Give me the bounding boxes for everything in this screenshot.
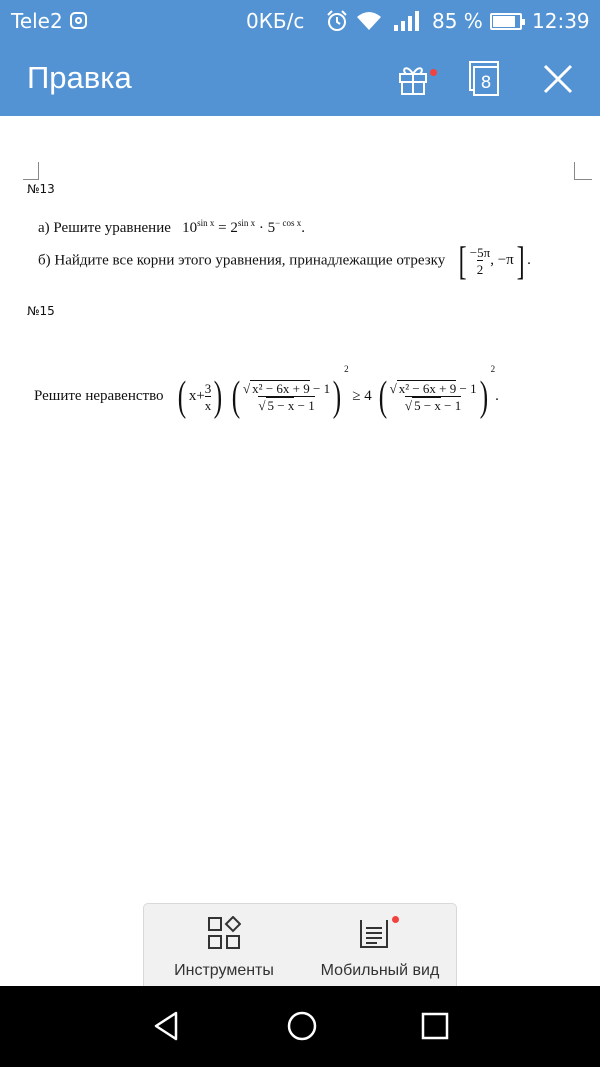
minus-one: − 1 [297,397,315,413]
navigation-bar [0,986,600,1067]
interval-end: , −π [490,252,514,269]
minus-one: − 1 [312,380,331,396]
paren-right: ) [214,373,223,420]
radicand: 5 − x [267,397,295,413]
eq-exponent: − cos x [275,218,302,228]
paren-right: ) [332,373,342,420]
notification-dot [392,916,399,923]
eq-term: 2 [230,220,238,236]
power: 2 [344,364,349,374]
carrier-label: Tele2 [11,9,63,33]
eq-term: 10 [182,220,198,236]
document-page[interactable] [0,116,600,906]
eq-exponent: sin x [237,218,256,228]
task15-text: Решите неравенство [34,388,164,405]
part-b-text: б) Найдите все корни этого уравнения, принадлежащие отрезку [38,252,446,269]
inequality-expression [167,364,499,420]
radical-fraction: $\frac{\text{√ x² − 6x + 9 − 1}}{√ 5 - x - 1}$ [243,380,331,413]
status-bar [0,0,600,43]
bracket-right: ] [516,238,525,283]
page-corner-mark [574,162,592,180]
fraction-numerator: −5π [469,245,491,260]
fraction-numerator: 3 [204,380,212,396]
part-b-interval [449,238,531,283]
radicand: x² − 6x + 9 [398,380,457,396]
app-bar [0,43,600,116]
bracket-left: [ [459,238,468,283]
task-number: №15 [27,304,55,318]
paren-left: ( [177,373,187,420]
eq-end: . [495,388,499,405]
tools-label: Инструменты [174,962,274,979]
radicand: x² − 6x + 9 [252,380,310,396]
pages-count: 8 [480,73,492,93]
eq-sign: = [218,220,227,236]
radicand: 5 − x [414,397,441,413]
gift-icon[interactable] [395,61,431,97]
eq-end: . [301,220,305,236]
bottom-tools-panel [143,903,457,989]
pages-icon[interactable] [467,61,503,97]
eq-end: . [527,252,531,269]
mobile-view-button[interactable] [299,904,449,990]
paren-left: ( [378,373,387,420]
mobile-view-label: Мобильный вид [320,962,440,979]
paren-left: ( [231,373,241,420]
tools-button[interactable] [149,904,299,990]
part-a-equation [175,220,305,236]
eq-term: 5 [267,220,276,236]
operator-plus: + [196,388,205,405]
paren-right: ) [479,373,488,420]
instagram-icon [70,12,87,29]
task13-part-b [38,238,531,283]
recent-apps-icon[interactable] [417,1008,453,1044]
signal-icon [394,11,420,31]
page-corner-mark [23,162,39,180]
notification-dot [430,69,437,76]
close-icon[interactable] [540,61,576,97]
task-number: №13 [27,182,55,196]
relation: ≥ 4 [352,388,372,405]
minus-one: − 1 [459,380,477,396]
power: 2 [490,364,496,374]
fraction-denominator: x [204,397,212,413]
minus-one: − 1 [444,397,462,413]
eq-exponent: sin x [197,218,215,228]
wifi-icon [356,10,382,32]
page-title: Правка [27,60,132,95]
task13-part-a [38,218,305,237]
back-icon[interactable] [150,1008,186,1044]
home-icon[interactable] [284,1008,320,1044]
eq-operator: · [258,220,264,236]
network-speed: 0КБ/с [246,9,305,33]
fraction-3-over-x [205,381,212,413]
part-a-text: а) Решите уравнение [38,220,171,236]
var-x: x [188,388,197,405]
battery-icon [490,13,522,30]
clock: 12:39 [532,9,590,33]
task15-inequality [34,364,499,421]
tools-icon [207,916,241,950]
fraction-denominator: 2 [476,262,484,277]
mobile-view-icon [357,916,391,950]
radical-fraction: $\frac{\text{√ x² − 6x + 9 − 1}}{√ 5 - x - 1}$ [389,380,477,413]
alarm-icon [326,10,348,32]
battery-percent: 85 % [432,9,483,33]
fraction [470,245,490,277]
